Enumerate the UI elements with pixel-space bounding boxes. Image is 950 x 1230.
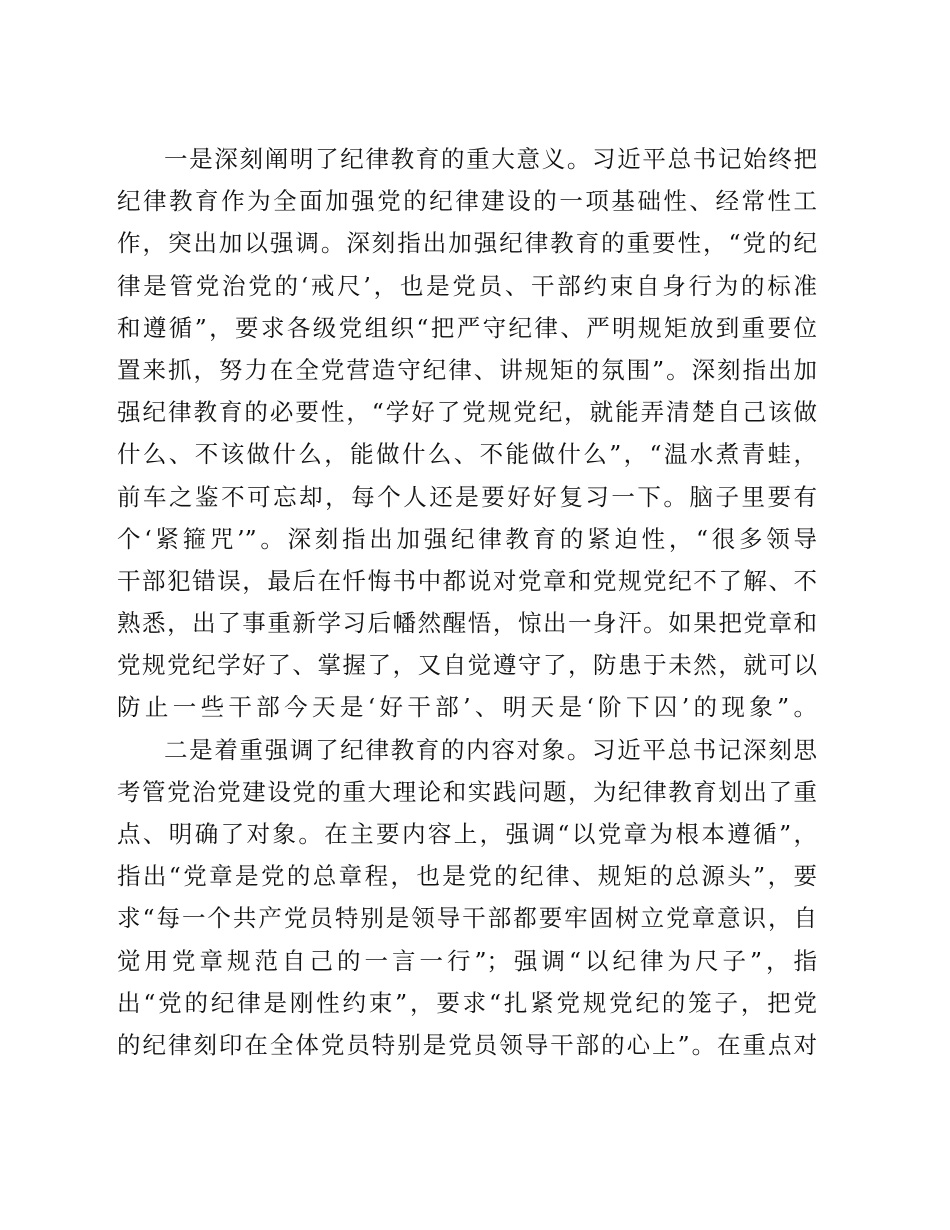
text-line: 纪律教育作为全面加强党的纪律建设的一项基础性、经常性工: [117, 187, 817, 216]
text-line: 二是着重强调了纪律教育的内容对象。习近平总书记深刻思: [164, 735, 817, 764]
text-line: 觉用党章规范自己的一言一行”；强调“以纪律为尺子”，指: [117, 946, 817, 975]
paragraph-content-objects: [117, 729, 817, 1067]
text-line: 和遵循”，要求各级党组织“把严守纪律、严明规矩放到重要位: [117, 313, 817, 342]
text-line: 考管党治党建设党的重大理论和实践问题，为纪律教育划出了重: [117, 777, 817, 806]
text-line: 个‘紧箍咒’”。深刻指出加强纪律教育的紧迫性，“很多领导: [117, 524, 817, 553]
text-line: 求“每一个共产党员特别是领导干部都要牢固树立党章意识，自: [117, 904, 817, 933]
text-line: 出“党的纪律是刚性约束”，要求“扎紧党规党纪的笼子，把党: [117, 988, 817, 1017]
text-line: 防止一些干部今天是‘好干部’、明天是‘阶下囚’的现象”。: [117, 693, 817, 722]
text-line: 点、明确了对象。在主要内容上，强调“以党章为根本遵循”，: [117, 820, 817, 848]
text-line: 指出“党章是党的总章程，也是党的纪律、规矩的总源头”，要: [117, 862, 817, 891]
document-body: [117, 138, 817, 1066]
text-line: 律是管党治党的‘戒尺’，也是党员、干部约束自身行为的标准: [117, 271, 817, 300]
text-line: 熟悉，出了事重新学习后幡然醒悟，惊出一身汗。如果把党章和: [117, 609, 817, 638]
text-line: 作，突出加以强调。深刻指出加强纪律教育的重要性，“党的纪: [117, 229, 817, 258]
text-line: 强纪律教育的必要性，“学好了党规党纪，就能弄清楚自己该做: [117, 398, 817, 427]
paragraph-significance: [117, 138, 817, 729]
text-line: 的纪律刻印在全体党员特别是党员领导干部的心上”。在重点对: [117, 1030, 817, 1059]
text-line: 前车之鉴不可忘却，每个人还是要好好复习一下。脑子里要有: [117, 482, 817, 511]
text-line: 干部犯错误，最后在忏悔书中都说对党章和党规党纪不了解、不: [117, 566, 817, 595]
text-line: 一是深刻阐明了纪律教育的重大意义。习近平总书记始终把: [164, 145, 817, 173]
text-line: 党规党纪学好了、掌握了，又自觉遵守了，防患于未然，就可以: [117, 651, 817, 680]
text-line: 什么、不该做什么，能做什么、不能做什么”，“温水煮青蛙，: [117, 440, 817, 469]
text-line: 置来抓，努力在全党营造守纪律、讲规矩的氛围”。深刻指出加: [117, 355, 817, 384]
